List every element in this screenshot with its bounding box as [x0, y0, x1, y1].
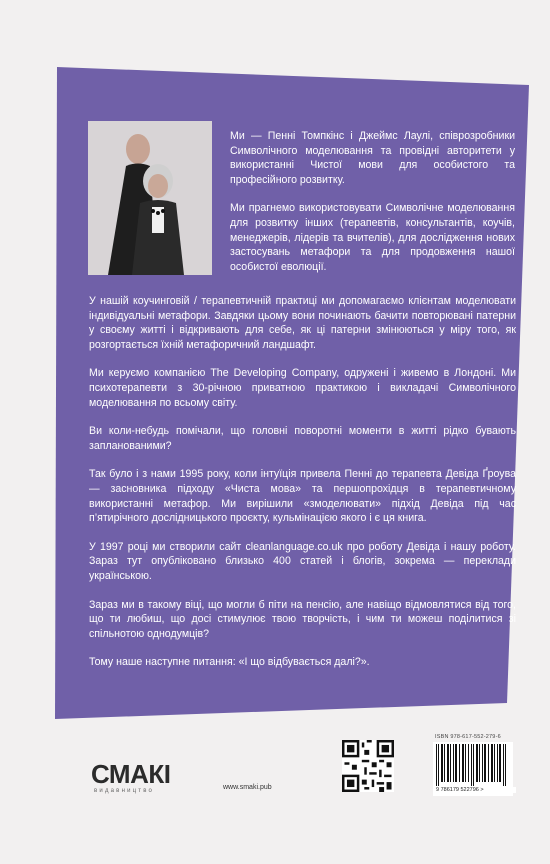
body-paragraph: Ви коли-небудь помічали, що головні поворотні моменти в житті рідко бувають запланованими?	[89, 425, 516, 452]
body-text	[89, 294, 516, 684]
publisher-subtitle: видавництво	[94, 788, 155, 794]
body-paragraph: Ми керуємо компанією The Developing Company, одружені і живемо в Лондоні. Ми психотерапевти з 30-річною приватною практикою і викладачі Символічного моделювання по всьому світу.	[89, 367, 516, 409]
qr-code-icon	[342, 740, 394, 792]
body-paragraph: У 1997 році ми створили сайт cleanlanguage.co.uk про роботу Девіда і нашу роботу. Зараз тут опубліковано близько 400 статей і блогів, зокрема — переклади українською.	[89, 540, 516, 582]
barcode-digits: 9 786179 522796 >	[436, 787, 516, 793]
publisher-url[interactable]: www.smaki.pub	[223, 784, 272, 791]
isbn-text: ISBN 978-617-552-279-6	[435, 734, 501, 740]
publisher-logo: СМАКІ	[91, 759, 171, 789]
body-paragraph: Тому наше наступне питання: «І що відбувається далі?».	[89, 656, 370, 669]
author-intro	[230, 129, 515, 288]
body-paragraph: Зараз ми в такому віці, що могли б піти на пенсію, але навіщо відмовлятися від того, що ти любиш, що досі стимулює твою творчість, і чим ти можеш поділитися зі спільнотою однодумців?	[89, 598, 516, 640]
authors-photo	[88, 121, 212, 275]
intro-paragraph: Ми прагнемо використовувати Символічне моделювання для розвитку інших (терапевтів, консультантів, коучів, менеджерів, лідерів та вчителів), для дослідження нових застосувань метафори та для продовження нашої особистої еволюції.	[230, 202, 515, 273]
body-paragraph: Так було і з нами 1995 року, коли інтуїція привела Пенні до терапевта Девіда Ґроува — засновника підходу «Чиста мова» та першопрохідця в терапевтичному використанні метафор. Ми вирішили «змоделювати» підхід Девіда під час п’ятирічного дослідницького проєкту, кульмінацією якого і є ця книга.	[89, 468, 516, 525]
body-paragraph: У нашій коучинговій / терапевтичній практиці ми допомагаємо клієнтам моделювати індивідуальні метафори. Завдяки цьому вони починають бачити повторювані патерни у своєму житті і відкривають для себе, як ці патерни змінюються у міру того, як розгортається їхній метафоричний ландшафт.	[89, 295, 516, 351]
intro-paragraph: Ми — Пенні Томпкінс і Джеймс Лаулі, співрозробники Символічного моделювання та провідні авторитети у використанні Чистої мови для особистого та професійного розвитку.	[230, 130, 515, 186]
